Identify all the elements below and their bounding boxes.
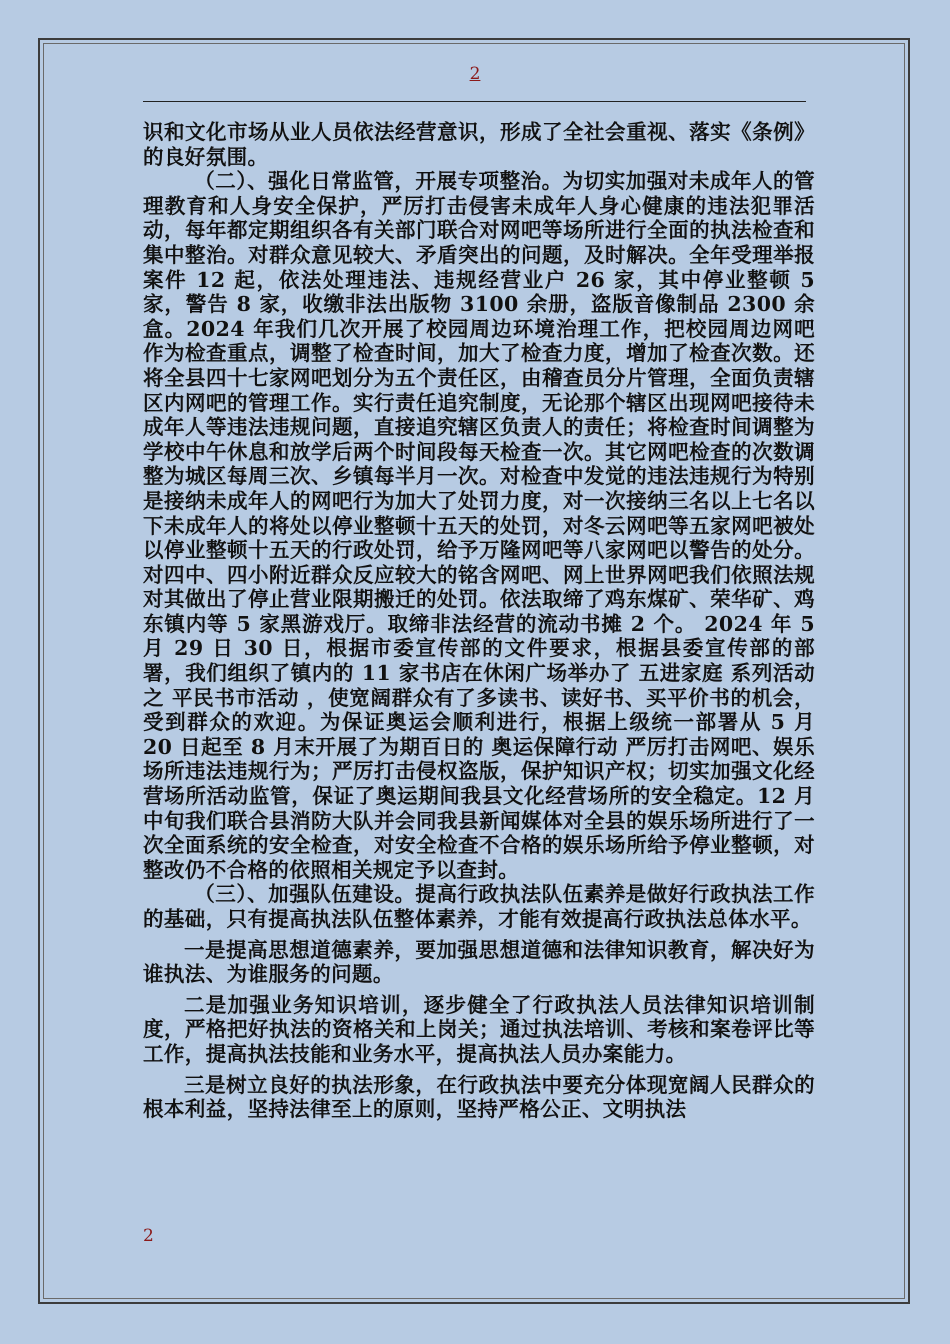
paragraph-point-1: 一是提高思想道德素养，要加强思想道德和法律知识教育，解决好为谁执法、为谁服务的问题。 [143, 937, 815, 987]
header-page-number: 2 [469, 64, 481, 84]
paragraph-continuation: 识和文化市场从业人员依法经营意识，形成了全社会重视、落实《条例》的良好氛围。 [143, 120, 815, 169]
paragraph-point-2: 二是加强业务知识培训，逐步健全了行政执法人员法律知识培训制度，严格把好执法的资格关和上岗关；通过执法培训、考核和案卷评比等工作，提高执法技能和业务水平，提高执法人员办案能力。 [143, 992, 815, 1066]
paragraph-point-3: 三是树立良好的执法形象，在行政执法中要充分体现宽阔人民群众的根本利益，坚持法律至上的原则，坚持严格公正、文明执法 [143, 1072, 815, 1122]
header-rule [143, 101, 806, 102]
paragraph-section-3: （三）、加强队伍建设。提高行政执法队伍素养是做好行政执法工作的基础，只有提高执法队伍整体素养，才能有效提高行政执法总体水平。 [143, 882, 815, 931]
paragraph-section-2: （二）、强化日常监管，开展专项整治。为切实加强对未成年人的管理教育和人身安全保护，严厉打击侵害未成年人身心健康的违法犯罪活动，每年都定期组织各有关部门联合对网吧等场所进行全面的执法检查和集中整治。对群众意见较大、矛盾突出的问题，及时解决。全年受理举报案件 12 起，依法处理违法、违规经营业户 26 家，其中停业整顿 5 家，警告 8 家，收缴非法出版物 3100 余册，盗版音像制品 2300 余盒。2024 年我们几次开展了校园周边环境治理工作，把校园周边网吧作为检查重点，调整了检查时间，加大了检查力度，增加了检查次数。还将全县四十七家网吧划分为五个责任区，由稽查员分片管理，全面负责辖区内网吧的管理工作。实行责任追究制度，无论那个辖区出现网吧接待未成年人等违法违规问题，直接追究辖区负责人的责任；将检查时间调整为学校中午休息和放学后两个时间段每天检查一次。其它网吧检查的次数调整为城区每周三次、乡镇每半月一次。对检查中发觉的违法违规行为特别是接纳未成年人的网吧行为加大了处罚力度，对一次接纳三名以上七名以下未成年人的将处以停业整顿十五天的处罚，对冬云网吧等五家网吧被处以停业整顿十五天的行政处罚，给予万隆网吧等八家网吧以警告的处分。对四中、四小附近群众反应较大的铭含网吧、网上世界网吧我们依照法规对其做出了停止营业限期搬迁的处罚。依法取缔了鸡东煤矿、荣华矿、鸡东镇内等 5 家黑游戏厅。取缔非法经营的流动书摊 2 个。 2024 年 5 月 29 日 30 日，根据市委宣传部的文件要求，根据县委宣传部的部署，我们组织了镇内的 11 家书店在休闲广场举办了 五进家庭 系列活动之 平民书市活动 ，使宽阔群众有了多读书、读好书、买平价书的机会，受到群众的欢迎。为保证奥运会顺利进行，根据上级统一部署从 5 月 20 日起至 8 月末开展了为期百日的 奥运保障行动 严厉打击网吧、娱乐场所违法违规行为；严厉打击侵权盗版，保护知识产权；切实加强文化经营场所活动监管，保证了奥运期间我县文化经营场所的安全稳定。12 月中旬我们联合县消防大队并会同我县新闻媒体对全县的娱乐场所进行了一次全面系统的安全检查，对安全检查不合格的娱乐场所给予停业整顿，对整改仍不合格的依照相关规定予以查封。 [143, 169, 815, 882]
document-body [143, 120, 815, 1122]
footer-page-number: 2 [143, 1226, 154, 1246]
